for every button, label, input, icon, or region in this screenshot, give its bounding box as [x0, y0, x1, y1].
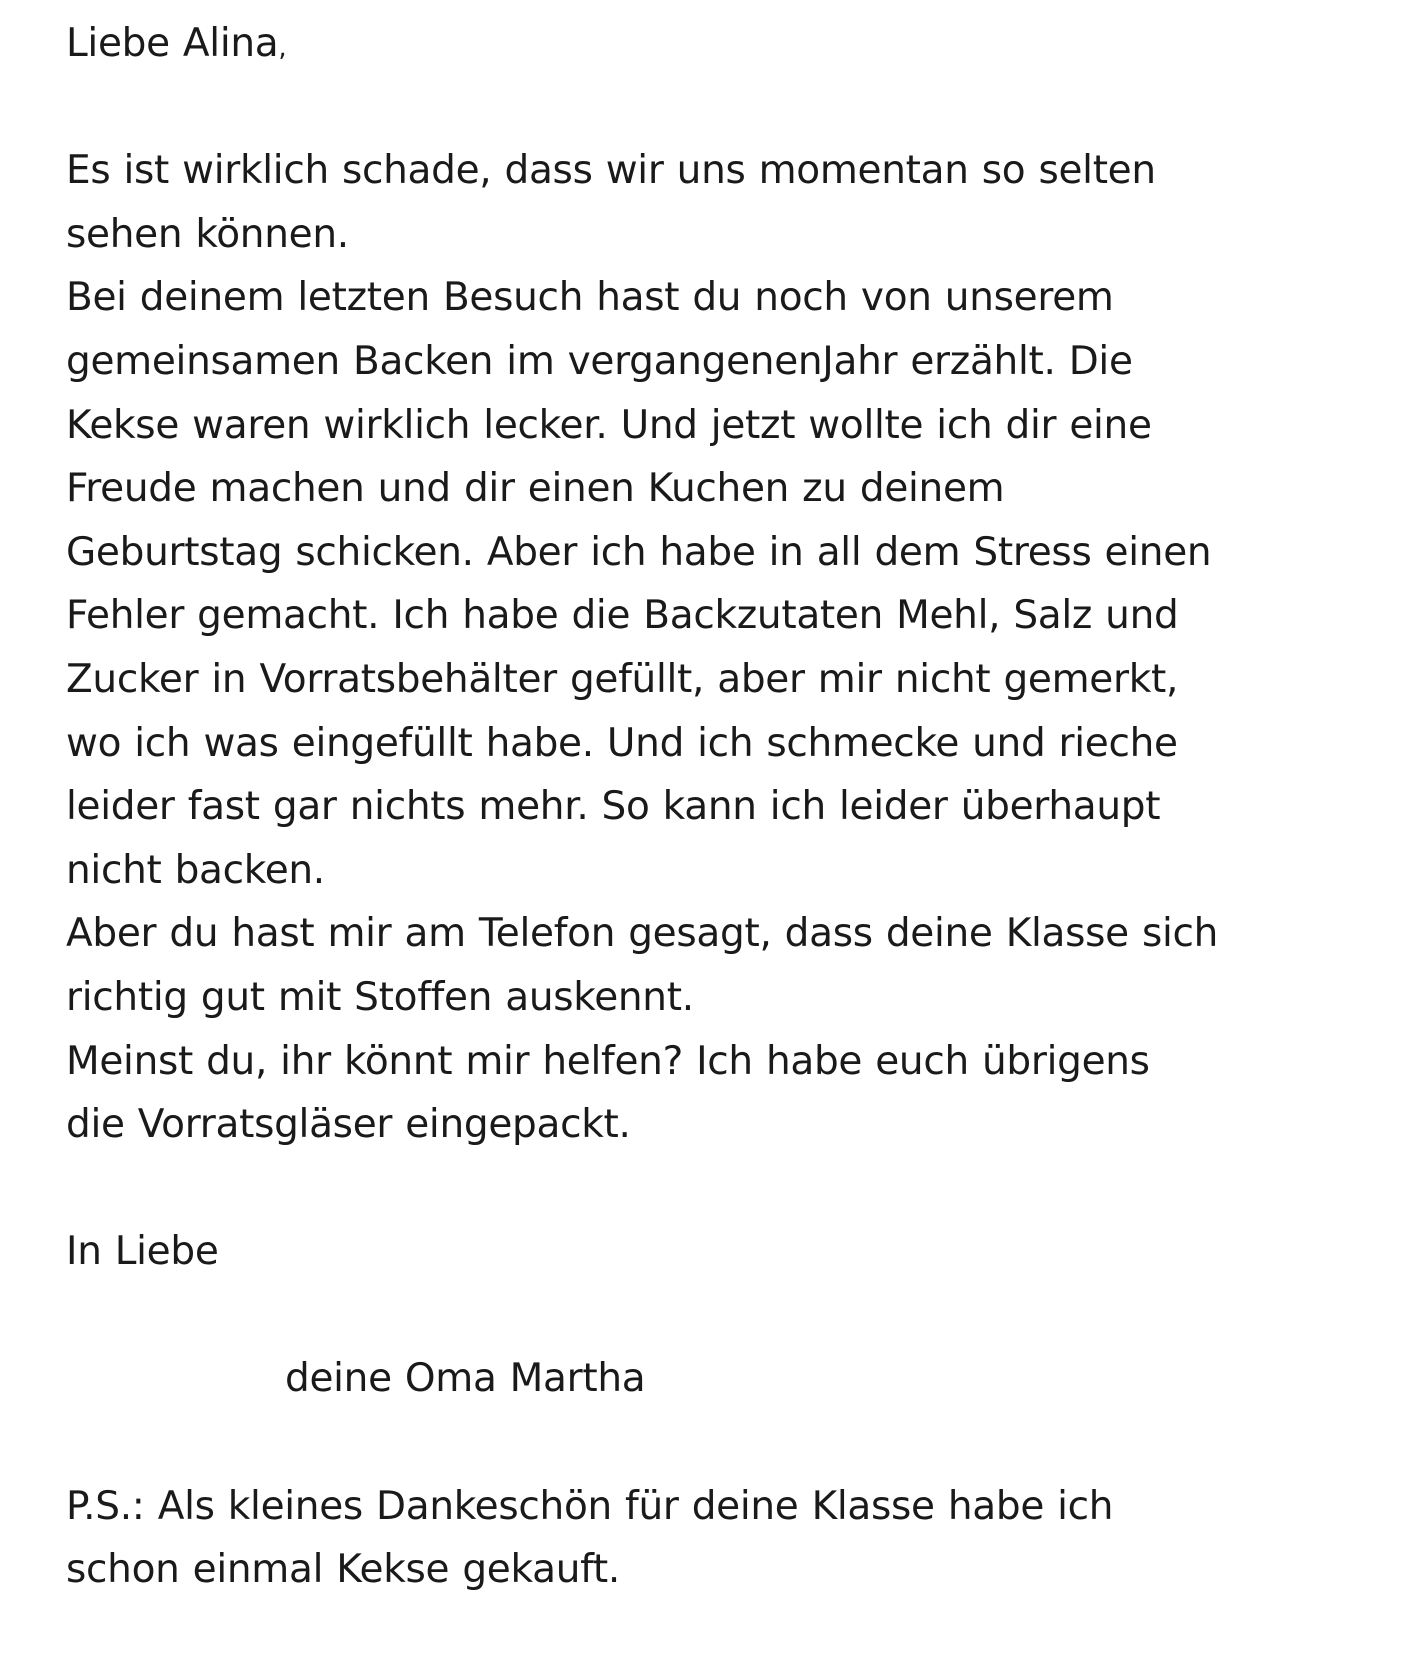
body-line: Bei deinem letzten Besuch hast du noch von unserem — [66, 275, 1114, 321]
blank-line — [66, 1284, 1366, 1348]
body-line: sehen können. — [66, 211, 349, 257]
body-line: Kekse waren wirklich lecker. Und jetzt wollte ich dir eine — [66, 402, 1152, 448]
body-line: richtig gut mit Stoffen auskennt. — [66, 974, 694, 1020]
body-line: Aber du hast mir am Telefon gesagt, dass deine Klasse sich — [66, 911, 1219, 957]
blank-line — [66, 76, 1366, 140]
blank-line — [66, 1157, 1366, 1221]
body-line: Freude machen und dir einen Kuchen zu deinem — [66, 466, 1005, 512]
letter — [66, 12, 1366, 1602]
body-line: nicht backen. — [66, 847, 325, 893]
postscript-line: schon einmal Kekse gekauft. — [66, 1547, 620, 1593]
body-line: Zucker in Vorratsbehälter gefüllt, aber mir nicht gemerkt, — [66, 656, 1179, 702]
salutation-comma: , — [278, 33, 287, 63]
blank-line — [66, 1411, 1366, 1475]
body-line: wo ich was eingefüllt habe. Und ich schmecke und rieche — [66, 720, 1178, 766]
body-line: Meinst du, ihr könnt mir helfen? Ich habe euch übrigens — [66, 1038, 1150, 1084]
body-line: Geburtstag schicken. Aber ich habe in all dem Stress einen — [66, 529, 1212, 575]
body-line: Fehler gemacht. Ich habe die Backzutaten Mehl, Salz und — [66, 593, 1179, 639]
body-line: leider fast gar nichts mehr. So kann ich leider überhaupt — [66, 784, 1161, 830]
postscript-line: P.S.: Als kleines Dankeschön für deine Klasse habe ich — [66, 1483, 1114, 1529]
salutation: Liebe Alina, — [66, 21, 287, 66]
body-line: Es ist wirklich schade, dass wir uns momentan so selten — [66, 148, 1156, 194]
body-line: gemeinsamen Backen im vergangenenJahr erzählt. Die — [66, 338, 1133, 384]
body-line: die Vorratsgläser eingepackt. — [66, 1102, 631, 1148]
signature: deine Oma Martha — [285, 1356, 646, 1402]
closing: In Liebe — [66, 1229, 219, 1275]
